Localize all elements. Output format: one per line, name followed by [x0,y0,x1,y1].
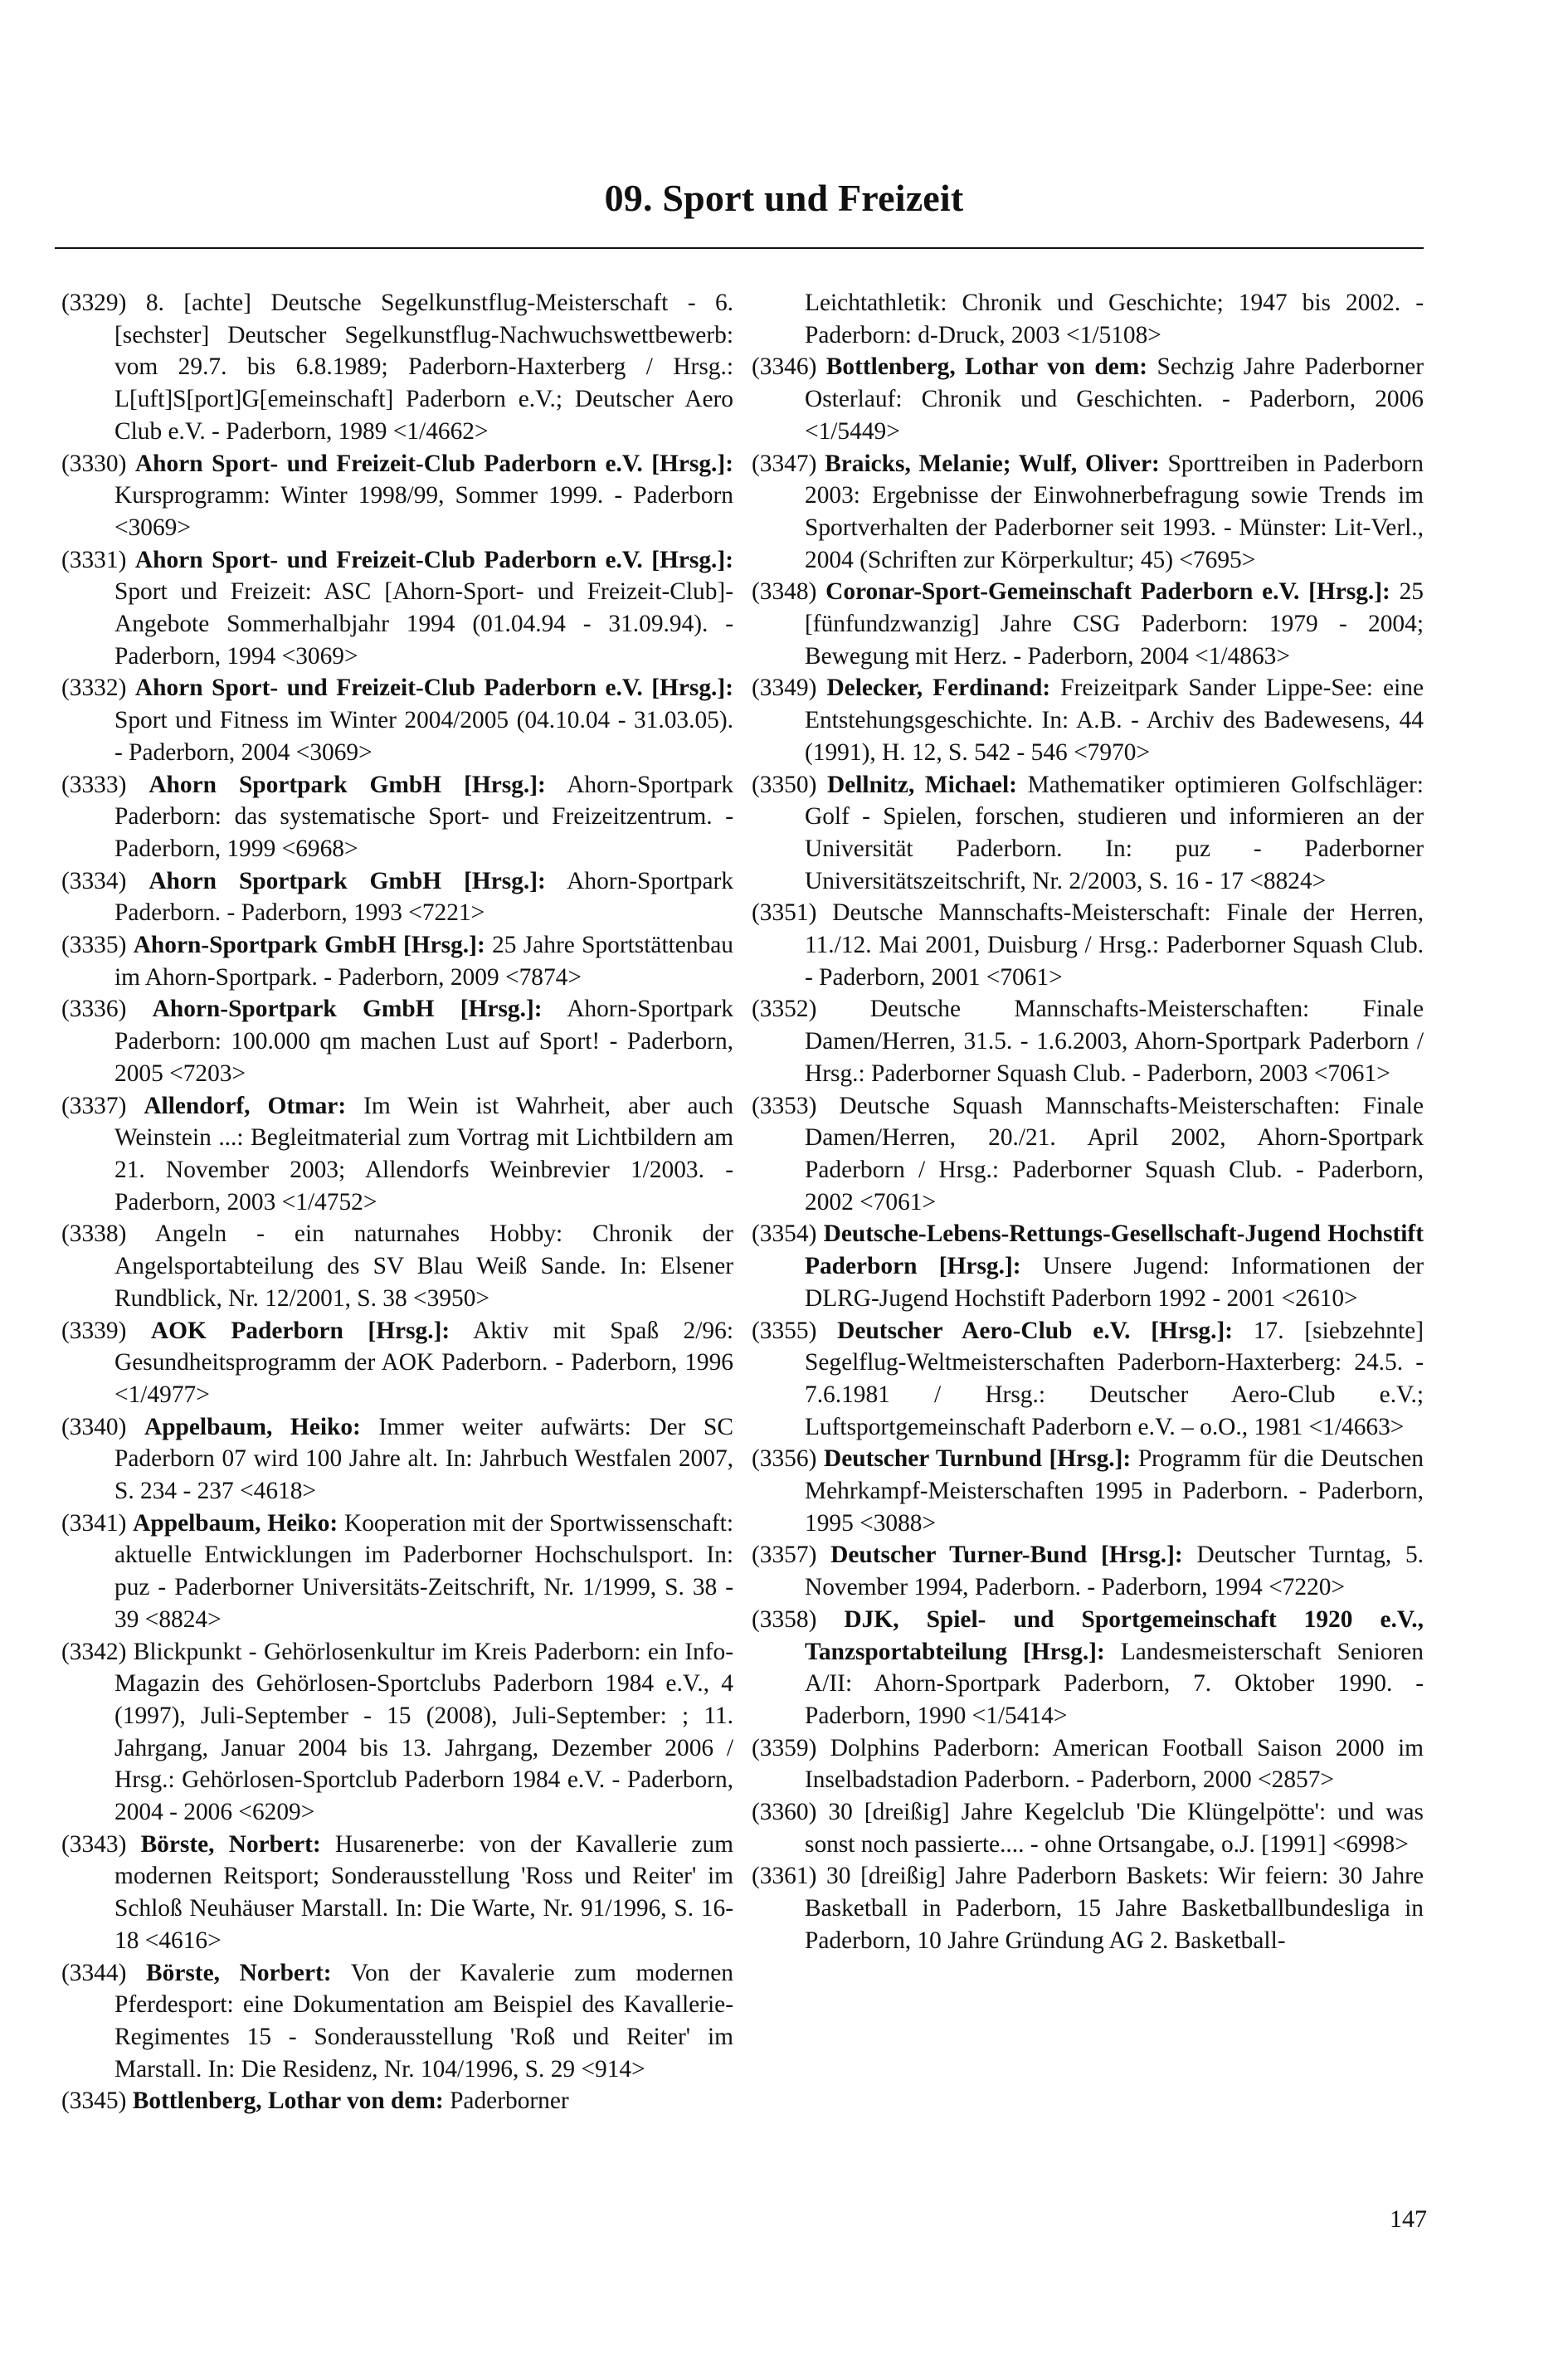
entry-number: (3352) [752,996,817,1023]
entry-text: Von der Kavalerie zum modernen Pferdesport: eine Dokumentation am Beispiel des Kavallerie-Regimentes 15 - Sonderausstellung 'Roß und Reiter' im Marstall. In: Die Residenz, Nr. 104/1996, S. 29 <914> [114,1959,733,2083]
entry-number: (3348) [752,578,817,606]
entry-text: Kooperation mit der Sportwissenschaft: aktuelle Entwicklungen im Paderborner Hochschulsport. In: puz - Paderborner Universitäts-Zeitschrift, Nr. 1/1999, S. 38 - 39 <8824> [114,1509,733,1633]
entry-number: (3353) [752,1092,817,1119]
bibliography-entry [752,1860,1424,1956]
entry-author: DJK, Spiel- und Sportgemeinschaft 1920 e.V., Tanzsportabteilung [Hrsg.]: [805,1605,1424,1665]
entry-number: (3337) [61,1092,127,1119]
entry-author: AOK Paderborn [Hrsg.]: [150,1317,450,1344]
bibliography-entry [752,448,1424,577]
bibliography-entry [752,1604,1424,1732]
entry-number: (3331) [61,546,127,573]
entry-text: Sporttreiben in Paderborn 2003: Ergebnisse der Einwohnerbefragung sowie Trends im Sportverhalten der Paderborner seit 1993. - Münster: Lit-Verl., 2004 (Schriften zur Körperkultur; 45) <7695> [805,450,1424,573]
entry-text: Husarenerbe: von der Kavallerie zum modernen Reitsport; Sonderausstellung 'Ross und Reiter' im Schloß Neuhäuser Marstall. In: Die Warte, Nr. 91/1996, S. 16-18 <4616> [114,1830,733,1954]
entry-text: Immer weiter aufwärts: Der SC Paderborn 07 wird 100 Jahre alt. In: Jahrbuch Westfalen 2007, S. 234 - 237 <4618> [114,1413,733,1505]
bibliography-entry [752,1732,1424,1796]
entry-number: (3347) [752,450,817,477]
entry-text: Dolphins Paderborn: American Football Saison 2000 im Inselbadstadion Paderborn. - Paderborn, 2000 <2857> [805,1734,1424,1794]
bibliography-entry [752,1218,1424,1314]
entry-number: (3344) [61,1959,127,1986]
entry-text: Ahorn-Sportpark Paderborn: 100.000 qm machen Lust auf Sport! - Paderborn, 2005 <7203> [114,996,733,1087]
entry-number: (3357) [752,1542,817,1569]
entry-text: Deutsche Squash Mannschafts-Meisterschaften: Finale Damen/Herren, 20./21. April 2002, Ahorn-Sportpark Paderborn / Hrsg.: Paderborner Squash Club. - Paderborn, 2002 <7061> [805,1092,1424,1216]
bibliography-entry [61,1636,733,1829]
entry-author: Allendorf, Otmar: [144,1092,347,1119]
page-number: 147 [1390,2205,1427,2233]
entry-author: Delecker, Ferdinand: [826,675,1051,702]
entry-text: Programm für die Deutschen Mehrkampf-Meisterschaften 1995 in Paderborn. - Paderborn, 1995 <3088> [805,1445,1424,1537]
entry-number: (3351) [752,899,817,927]
entry-number: (3349) [752,675,817,702]
entry-number: (3338) [61,1220,127,1248]
entry-number: (3354) [752,1220,817,1248]
bibliography-entry [61,1218,733,1314]
entry-number: (3345) [61,2088,127,2115]
entry-number: (3355) [752,1317,817,1344]
entry-number: (3334) [61,867,127,894]
entry-text: Sport und Fitness im Winter 2004/2005 (04.10.04 - 31.03.05). - Paderborn, 2004 <3069> [114,707,733,766]
bibliography-entry [752,287,1424,351]
entry-text: Mathematiker optimieren Golfschläger: Golf - Spielen, forschen, studieren und informieren an der Universität Paderborn. In: puz - Paderborner Universitätszeitschrift, Nr. 2/2003, S. 16 - 17 <8824> [805,771,1424,894]
entry-text: Deutsche Mannschafts-Meisterschaft: Finale der Herren, 11./12. Mai 2001, Duisburg / Hrsg.: Paderborner Squash Club. - Paderborn, 2001 <7061> [805,899,1424,991]
bibliography-entry [752,1539,1424,1603]
bibliography-entry [61,287,733,448]
entry-author: Deutsche-Lebens-Rettungs-Gesellschaft-Jugend Hochstift Paderborn [Hrsg.]: [805,1220,1424,1280]
entry-text: Unsere Jugend: Informationen der DLRG-Jugend Hochstift Paderborn 1992 - 2001 <2610> [805,1253,1424,1312]
entry-text: 25 Jahre Sportstättenbau im Ahorn-Sportpark. - Paderborn, 2009 <7874> [114,932,733,991]
entry-text: Aktiv mit Spaß 2/96: Gesundheitsprogramm der AOK Paderborn. - Paderborn, 1996 <1/4977> [114,1317,733,1408]
entry-text: 17. [siebzehnte] Segelflug-Weltmeisterschaften Paderborn-Haxterberg: 24.5. - 7.6.1981 / Hrsg.: Deutscher Aero-Club e.V.; Luftsportgemeinschaft Paderborn e.V. – o.O., 1981 <1/4663> [805,1317,1424,1440]
bibliography-entry [752,1090,1424,1219]
entry-text: Landesmeisterschaft Senioren A/II: Ahorn-Sportpark Paderborn, 7. Oktober 1990. - Paderborn, 1990 <1/5414> [805,1638,1424,1729]
entry-number: (3359) [752,1734,817,1761]
entry-number: (3343) [61,1830,127,1858]
entry-author: Deutscher Turner-Bund [Hrsg.]: [830,1542,1183,1569]
bibliography-entry [61,672,733,768]
entry-text: Freizeitpark Sander Lippe-See: eine Entstehungsgeschichte. In: A.B. - Archiv des Badewesens, 44 (1991), H. 12, S. 542 - 546 <7970> [805,675,1424,766]
entry-number: (3342) [61,1638,127,1665]
entry-author: Deutscher Turnbund [Hrsg.]: [823,1445,1132,1473]
entry-author: Bottlenberg, Lothar von dem: [825,353,1148,381]
entry-author: Ahorn Sportpark GmbH [Hrsg.]: [149,771,546,798]
entry-number: (3329) [61,290,127,316]
entry-author: Coronar-Sport-Gemeinschaft Paderborn e.V. [Hrsg.]: [825,578,1390,606]
entry-text: Deutsche Mannschafts-Meisterschaften: Finale Damen/Herren, 31.5. - 1.6.2003, Ahorn-Sportpark Paderborn / Hrsg.: Paderborner Squash Club. - Paderborn, 2003 <7061> [805,996,1424,1087]
bibliography-entry [61,2085,733,2117]
entry-author: Ahorn-Sportpark GmbH [Hrsg.]: [152,996,543,1023]
title-divider [55,247,1424,249]
bibliography-entry [61,544,733,673]
entry-text: Ahorn-Sportpark Paderborn: das systematische Sport- und Freizeitzentrum. - Paderborn, 1999 <6968> [114,771,733,862]
bibliography-entry [752,576,1424,672]
bibliography-entry [61,1411,733,1508]
page-title: 09. Sport und Freizeit [604,177,964,219]
entry-number: (3356) [752,1445,817,1473]
entry-text: 8. [achte] Deutsche Segelkunstflug-Meisterschaft - 6. [sechster] Deutscher Segelkunstflug-Nachwuchswettbewerb: vom 29.7. bis 6.8.1989; Paderborn-Haxterberg / Hrsg.: L[uft]S[port]G[emeinschaft] Paderborn e.V.; Deutscher Aero Club e.V. - Paderborn, 1989 <1/4662> [114,290,733,445]
entry-author: Börste, Norbert: [146,1959,332,1986]
entry-author: Ahorn Sport- und Freizeit-Club Paderborn e.V. [Hrsg.]: [134,450,733,477]
left-column [61,287,733,2117]
entry-text: 25 [fünfundzwanzig] Jahre CSG Paderborn: 1979 - 2004; Bewegung mit Herz. - Paderborn, 2004 <1/4863> [805,578,1424,670]
bibliography-entry [61,448,733,544]
bibliography-entry [752,769,1424,898]
bibliography-entry [61,1315,733,1411]
entry-number: (3332) [61,675,127,702]
entry-text: Sechzig Jahre Paderborner Osterlauf: Chronik und Geschichten. - Paderborn, 2006 <1/5449> [805,353,1424,445]
entry-number: (3335) [61,932,127,959]
entry-number: (3341) [61,1509,127,1537]
entry-text: Deutscher Turntag, 5. November 1994, Paderborn. - Paderborn, 1994 <7220> [805,1542,1424,1601]
bibliography-entry [752,1443,1424,1539]
entry-number: (3339) [61,1317,127,1344]
entry-number: (3346) [752,353,817,381]
entry-author: Dellnitz, Michael: [827,771,1017,798]
entry-number: (3340) [61,1413,127,1440]
entry-text: 30 [dreißig] Jahre Kegelclub 'Die Klüngelpötte': und was sonst noch passierte.... - ohne Ortsangabe, o.J. [1991] <6998> [805,1799,1424,1858]
entry-text: Blickpunkt - Gehörlosenkultur im Kreis Paderborn: ein Info-Magazin des Gehörlosen-Sportclubs Paderborn 1984 e.V., 4 (1997), Juli-September - 15 (2008), Juli-September: ; 11. Jahrgang, Januar 2004 bis 13. Jahrgang, Dezember 2006 / Hrsg.: Gehörlosen-Sportclub Paderborn 1984 e.V. - Paderborn, 2004 - 2006 <6209> [114,1638,733,1826]
right-column [752,287,1424,1957]
bibliography-entry [61,929,733,993]
entry-number: (3358) [752,1605,817,1633]
bibliography-entry [61,1957,733,2086]
entry-text: Im Wein ist Wahrheit, aber auch Weinstein ...: Begleitmaterial zum Vortrag mit Lichtbildern am 21. November 2003; Allendorfs Weinbrevier 1/2003. - Paderborn, 2003 <1/4752> [114,1092,733,1216]
entry-author: Ahorn-Sportpark GmbH [Hrsg.]: [133,932,485,959]
entry-number: (3333) [61,771,127,798]
bibliography-entry [61,1090,733,1219]
entry-text: Paderborner [450,2088,569,2115]
entry-number: (3336) [61,996,127,1023]
entry-text: Sport und Freizeit: ASC [Ahorn-Sport- und Freizeit-Club]-Angebote Sommerhalbjahr 1994 (01.04.94 - 31.09.94). - Paderborn, 1994 <3069> [114,578,733,670]
entry-text: 30 [dreißig] Jahre Paderborn Baskets: Wir feiern: 30 Jahre Basketball in Paderborn, 15 Jahre Basketballbundesliga in Paderborn, 10 Jahre Gründung AG 2. Basketball- [805,1863,1424,1954]
entry-number: (3330) [61,450,127,477]
bibliography-entry [61,769,733,865]
bibliography-entry [752,672,1424,768]
entry-text: Angeln - ein naturnahes Hobby: Chronik der Angelsportabteilung des SV Blau Weiß Sande. In: Elsener Rundblick, Nr. 12/2001, S. 38 <3950> [114,1220,733,1312]
bibliography-entry [752,351,1424,447]
entry-author: Deutscher Aero-Club e.V. [Hrsg.]: [837,1317,1234,1344]
bibliography-entry [61,1508,733,1636]
bibliography-entry [752,1315,1424,1444]
entry-author: Braicks, Melanie; Wulf, Oliver: [825,450,1160,477]
entry-author: Börste, Norbert: [140,1830,321,1858]
bibliography-entry [752,993,1424,1089]
entry-author: Bottlenberg, Lothar von dem: [132,2088,444,2115]
bibliography-entry [61,865,733,929]
bibliography-entry [61,993,733,1089]
entry-text: Ahorn-Sportpark Paderborn. - Paderborn, 1993 <7221> [114,867,733,927]
entry-number: (3361) [752,1863,817,1890]
entry-text: Kursprogramm: Winter 1998/99, Sommer 1999. - Paderborn <3069> [114,482,733,541]
entry-author: Ahorn Sport- und Freizeit-Club Paderborn e.V. [Hrsg.]: [134,675,733,702]
entry-author: Ahorn Sport- und Freizeit-Club Paderborn e.V. [Hrsg.]: [134,546,733,573]
entry-author: Appelbaum, Heiko: [133,1509,338,1537]
bibliography-entry [752,897,1424,993]
entry-number: (3360) [752,1799,817,1826]
bibliography-entry [61,1829,733,1957]
entry-author: Ahorn Sportpark GmbH [Hrsg.]: [149,867,546,894]
entry-text: Leichtathletik: Chronik und Geschichte; 1947 bis 2002. - Paderborn: d-Druck, 2003 <1/5108> [805,290,1424,348]
entry-number: (3350) [752,771,817,798]
bibliography-entry [752,1796,1424,1860]
entry-author: Appelbaum, Heiko: [144,1413,361,1440]
